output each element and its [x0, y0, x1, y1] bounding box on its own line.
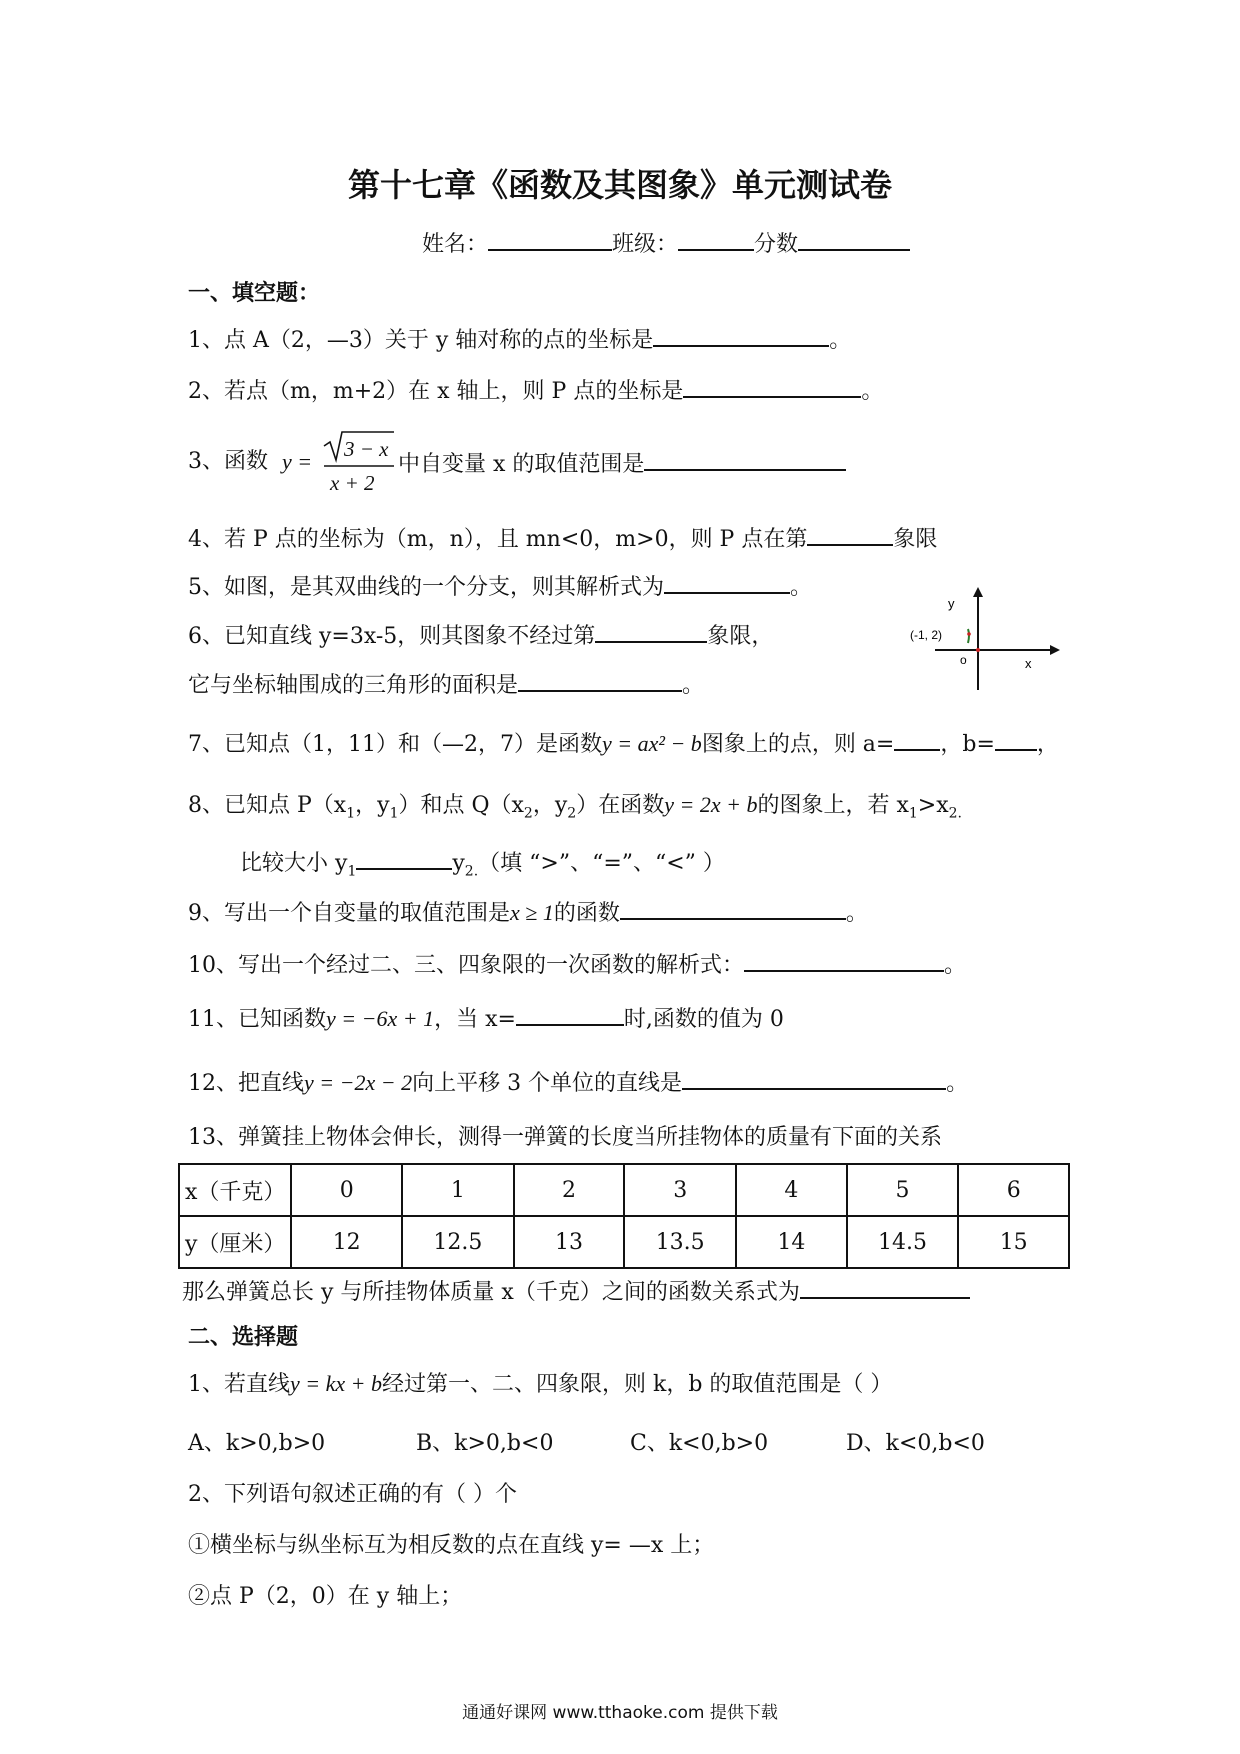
question-13: 13、弹簧挂上物体会伸长，测得一弹簧的长度当所挂物体的质量有下面的关系	[188, 1125, 942, 1150]
table-cell: 6	[958, 1164, 1069, 1216]
q8-sub: 2	[567, 805, 577, 822]
table-cell: 5	[847, 1164, 959, 1216]
question-7-end: ，	[1036, 732, 1059, 757]
question-11-text-b: ，当 x=	[434, 1007, 516, 1032]
answer-blank-10[interactable]	[744, 948, 944, 972]
question-9	[188, 896, 868, 929]
q8-sub: 2.	[464, 863, 479, 880]
table-cell: 13	[514, 1216, 625, 1268]
question-13-followup-text: 那么弹簧总长 y 与所挂物体质量 x（千克）之间的函数关系式为	[182, 1280, 800, 1305]
class-blank[interactable]	[678, 227, 754, 251]
table-row-label-y: y（厘米）	[179, 1216, 291, 1268]
spring-data-table	[178, 1163, 1070, 1269]
table-cell: 3	[624, 1164, 736, 1216]
table-row-x	[179, 1164, 1069, 1216]
question-1	[188, 323, 851, 356]
table-cell: 15	[958, 1216, 1069, 1268]
choice-option-c[interactable]: C、k<0,b>0	[630, 1431, 769, 1456]
answer-blank-7b[interactable]	[995, 727, 1037, 751]
class-label: 班级：	[612, 232, 679, 257]
table-cell: 14	[736, 1216, 847, 1268]
question-2	[188, 374, 883, 407]
question-12-text: 12、把直线	[188, 1071, 304, 1096]
question-4	[188, 522, 937, 555]
question-5	[188, 570, 812, 603]
question-9-end: 。	[845, 901, 868, 926]
question-11	[188, 1002, 784, 1035]
question-13-followup	[182, 1275, 970, 1308]
q8-sub: 1	[389, 805, 399, 822]
hyperbola-branch	[968, 629, 969, 643]
question-6-line1	[188, 619, 773, 652]
choice-question-2: 2、下列语句叙述正确的有（ ）个	[188, 1482, 517, 1507]
question-9-math: x ≥ 1	[510, 900, 554, 925]
question-10-text: 10、写出一个经过二、三、四象限的一次函数的解析式：	[188, 953, 744, 978]
choice-question-1-math: y = kx + b	[290, 1371, 382, 1396]
q8-part: 比较大小 y	[240, 851, 348, 876]
table-cell: 2	[514, 1164, 625, 1216]
choice-question-1	[188, 1369, 892, 1400]
question-1-end: 。	[829, 328, 852, 353]
q8-sub: 1	[346, 805, 356, 822]
name-label: 姓名：	[422, 232, 489, 257]
question-8-line1	[188, 790, 962, 828]
choice-option-b[interactable]: B、k>0,b<0	[416, 1431, 554, 1456]
score-blank[interactable]	[798, 227, 910, 251]
page-title: 第十七章《函数及其图象》单元测试卷	[347, 166, 892, 204]
question-3-text: 中自变量 x 的取值范围是	[398, 452, 645, 477]
question-11-text: 11、已知函数	[188, 1007, 326, 1032]
question-11-text-c: 时,函数的值为 0	[623, 1007, 784, 1032]
point-marker	[967, 632, 971, 636]
choice-question-1-text-b: 经过第一、二、四象限，则 k，b 的取值范围是（ ）	[382, 1372, 893, 1397]
question-7-text-b: 图象上的点，则 a=	[701, 732, 895, 757]
table-row-label-x: x（千克）	[179, 1164, 291, 1216]
x-axis-label: x	[1025, 656, 1032, 671]
choice-question-1-text: 1、若直线	[188, 1372, 290, 1397]
table-cell: 0	[291, 1164, 402, 1216]
question-10-end: 。	[944, 953, 967, 978]
footer-credit: 通通好课网 www.tthaoke.com 提供下载	[462, 1703, 778, 1723]
question-10	[188, 948, 966, 981]
answer-blank-5[interactable]	[664, 570, 790, 594]
table-cell: 13.5	[624, 1216, 736, 1268]
q8-part: ，y	[532, 793, 568, 818]
q8-math: y = 2x + b	[664, 792, 758, 817]
question-3-denominator: x + 2	[330, 471, 375, 495]
choice-option-a[interactable]: A、k>0,b>0	[188, 1431, 326, 1456]
question-9-text-b: 的函数	[553, 901, 620, 926]
answer-blank-11[interactable]	[516, 1002, 624, 1026]
x-axis-arrow	[1050, 645, 1060, 655]
question-4-text: 4、若 P 点的坐标为（m，n），且 mn<0，m>0，则 P 点在第	[188, 527, 808, 552]
q8-sub: 2.	[948, 805, 962, 822]
question-7	[188, 727, 1059, 760]
table-cell: 12	[291, 1216, 402, 1268]
hyperbola-figure	[910, 585, 1060, 695]
statement-2: ②点 P（2，0）在 y 轴上；	[188, 1584, 463, 1609]
answer-blank-6a[interactable]	[595, 619, 707, 643]
origin-marker	[976, 648, 980, 652]
point-label: (-1, 2)	[910, 628, 943, 642]
question-6-text-b: 象限，	[707, 624, 774, 649]
table-cell: 4	[736, 1164, 847, 1216]
q8-part: ）和点 Q（x	[398, 793, 524, 818]
y-axis-label: y	[948, 596, 955, 611]
question-3	[398, 447, 846, 480]
question-8-line2	[240, 846, 725, 886]
question-11-math: y = −6x + 1	[326, 1006, 435, 1031]
question-6-text: 6、已知直线 y=3x-5，则其图象不经过第	[188, 624, 596, 649]
question-6-end: 。	[682, 673, 705, 698]
question-12	[188, 1066, 968, 1099]
score-label: 分数	[754, 232, 799, 257]
question-3-prefix: 3、函数	[188, 449, 268, 474]
question-3-y: y =	[282, 449, 313, 474]
question-5-text: 5、如图，是其双曲线的一个分支，则其解析式为	[188, 575, 664, 600]
answer-blank-7a[interactable]	[894, 727, 940, 751]
answer-blank-3[interactable]	[644, 447, 846, 471]
question-5-end: 。	[790, 575, 813, 600]
q8-part: （填 “>”、“=”、“<” ）	[478, 851, 725, 876]
answer-blank-12[interactable]	[682, 1066, 946, 1090]
q8-part: 8、已知点 P（x	[188, 793, 347, 818]
question-2-end: 。	[861, 379, 884, 404]
question-1-text: 1、点 A（2，—3）关于 y 轴对称的点的坐标是	[188, 328, 654, 353]
table-row-y	[179, 1216, 1069, 1268]
choice-option-d[interactable]: D、k<0,b<0	[846, 1431, 985, 1456]
question-12-text-b: 向上平移 3 个单位的直线是	[412, 1071, 683, 1096]
answer-blank-9[interactable]	[620, 896, 846, 920]
q8-sub: 2	[523, 805, 533, 822]
table-cell: 12.5	[402, 1216, 514, 1268]
question-6-text-c: 它与坐标轴围成的三角形的面积是	[188, 673, 519, 698]
answer-blank-1[interactable]	[653, 323, 829, 347]
q8-part: ，y	[355, 793, 390, 818]
question-7-text: 7、已知点（1，11）和（—2，7）是函数	[188, 732, 602, 757]
y-axis-arrow	[973, 587, 983, 597]
answer-blank-13[interactable]	[800, 1275, 970, 1299]
student-info-line	[422, 227, 910, 260]
table-cell: 14.5	[847, 1216, 959, 1268]
question-3-numerator: 3 − x	[344, 437, 389, 461]
question-12-end: 。	[946, 1071, 969, 1096]
question-7-text-c: ，b=	[940, 732, 995, 757]
question-2-text: 2、若点（m，m+2）在 x 轴上，则 P 点的坐标是	[188, 379, 684, 404]
question-6-line2	[188, 668, 704, 701]
statement-1: ①横坐标与纵坐标互为相反数的点在直线 y= —x 上；	[188, 1533, 715, 1558]
q8-sub: 1	[908, 805, 918, 822]
answer-blank-4[interactable]	[807, 522, 893, 546]
question-9-text: 9、写出一个自变量的取值范围是	[188, 901, 510, 926]
section2-heading: 二、选择题	[188, 1325, 299, 1350]
q8-sub: 1	[347, 863, 357, 880]
q8-part: >x	[917, 793, 949, 818]
answer-blank-2[interactable]	[683, 374, 861, 398]
question-7-math: y = ax² − b	[601, 731, 702, 756]
answer-blank-6b[interactable]	[518, 668, 682, 692]
question-4-end: 象限	[893, 527, 938, 552]
table-cell: 1	[402, 1164, 514, 1216]
section1-heading: 一、填空题：	[188, 281, 321, 306]
q8-part: 的图象上，若 x	[757, 793, 909, 818]
question-12-math: y = −2x − 2	[304, 1070, 413, 1095]
answer-blank-8[interactable]	[356, 846, 452, 870]
name-blank[interactable]	[488, 227, 612, 251]
q8-part: y	[452, 851, 465, 876]
q8-part: ）在函数	[576, 793, 665, 818]
origin-label: o	[960, 653, 967, 667]
